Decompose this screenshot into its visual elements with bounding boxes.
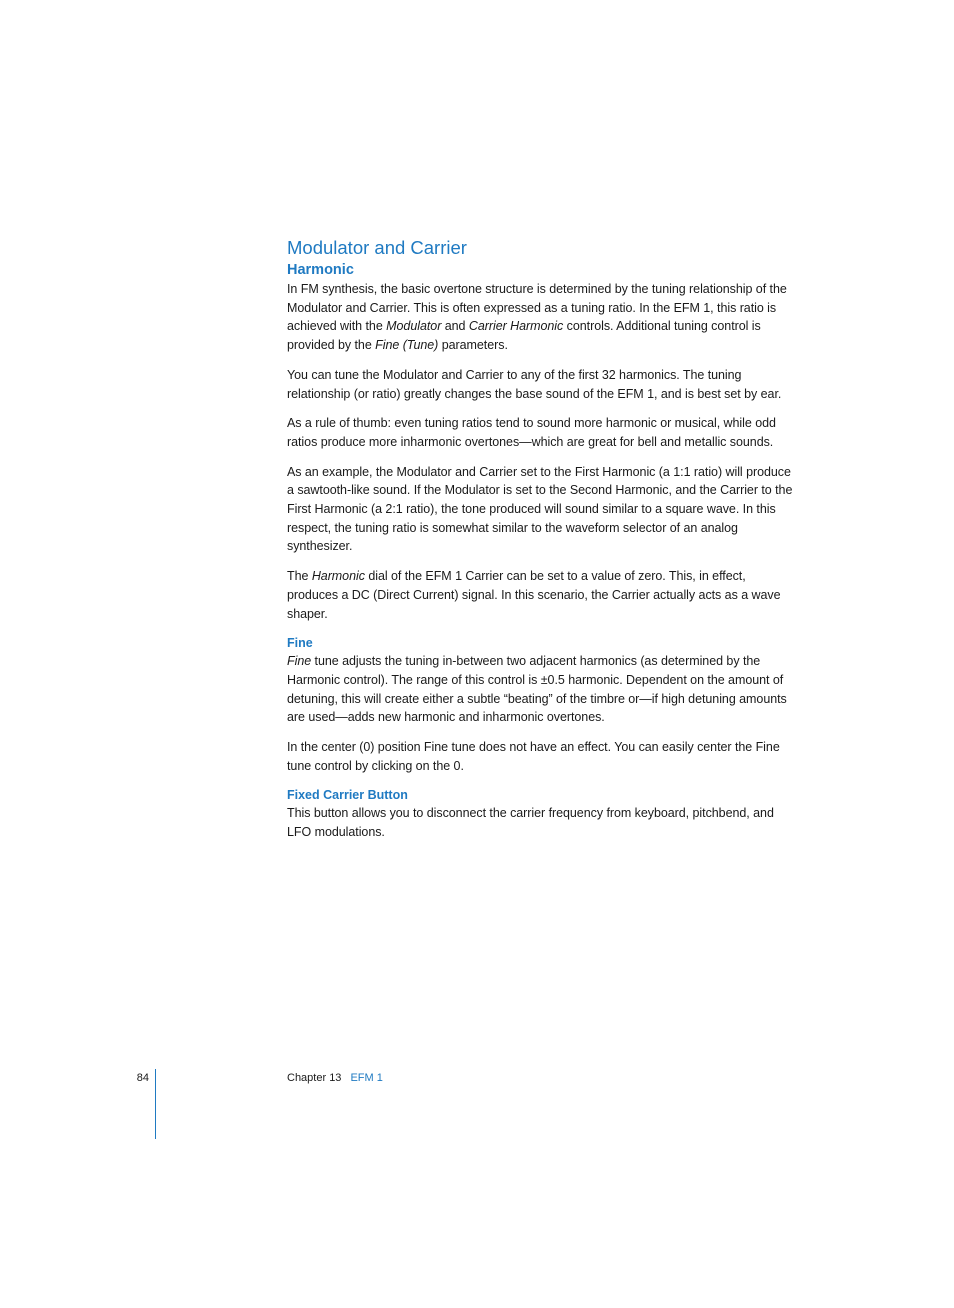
chapter-footer <box>287 1071 383 1085</box>
footer-divider <box>155 1069 156 1139</box>
italic-term: Carrier Harmonic <box>468 319 564 334</box>
fine-paragraph-1: Fine tune adjusts the tuning in-between two adjacent harmonics (as determined by the Harmonic control). The range of this control is ±0.5 harmonic. Dependent on the amount of detuning, this will create either a subtle “beating” of the timbre or—if high detuning amounts are used—adds new harmonic and inharmonic overtones. <box>287 654 787 725</box>
fixed-carrier-heading: Fixed Carrier Button <box>287 788 408 803</box>
chapter-title: EFM 1 <box>350 1072 383 1084</box>
harmonic-paragraph-1: In FM synthesis, the basic overtone structure is determined by the tuning relationship of the Modulator and Carrier. This is often expressed as a tuning ratio. In the EFM 1, this ratio is achieved with the Modulator and Carrier Harmonic controls. Additional tuning control is provided by the Fine (Tune) parameters. <box>287 282 787 353</box>
page-content <box>287 236 799 853</box>
harmonic-heading: Harmonic <box>287 262 354 278</box>
italic-term: Harmonic <box>311 569 365 584</box>
fixed-carrier-paragraph: This button allows you to disconnect the carrier frequency from keyboard, pitchbend, and LFO modulations. <box>287 806 774 840</box>
harmonic-paragraph-5: The Harmonic dial of the EFM 1 Carrier can be set to a value of zero. This, in effect, produces a DC (Direct Current) signal. In this scenario, the Carrier actually acts as a wave shaper. <box>287 569 781 621</box>
chapter-label: Chapter 13 <box>287 1072 342 1084</box>
page-number: 84 <box>136 1072 149 1084</box>
italic-term: Fine <box>287 654 312 669</box>
harmonic-paragraph-3: As a rule of thumb: even tuning ratios tend to sound more harmonic or musical, while odd ratios produce more inharmonic overtones—which are great for bell and metallic sounds. <box>287 416 776 449</box>
section-title: Modulator and Carrier <box>287 237 467 258</box>
italic-term: Modulator <box>386 319 442 334</box>
harmonic-paragraph-4: As an example, the Modulator and Carrier set to the First Harmonic (a 1:1 ratio) will produce a sawtooth-like sound. If the Modulator is set to the Second Harmonic, and the Carrier to the First Harmonic (a 2:1 ratio), the tone produced will sound similar to a square wave. In this respect, the tuning ratio is somewhat similar to the waveform selector of an analog synthesizer. <box>287 464 793 554</box>
harmonic-paragraph-2: You can tune the Modulator and Carrier to any of the first 32 harmonics. The tuning relationship (or ratio) greatly changes the base sound of the EFM 1, and is best set by ear. <box>287 367 782 401</box>
fine-heading: Fine <box>287 636 313 651</box>
fine-paragraph-2: In the center (0) position Fine tune does not have an effect. You can easily center the Fine tune control by clicking on the 0. <box>287 740 780 773</box>
italic-term: Fine (Tune) <box>375 338 439 353</box>
